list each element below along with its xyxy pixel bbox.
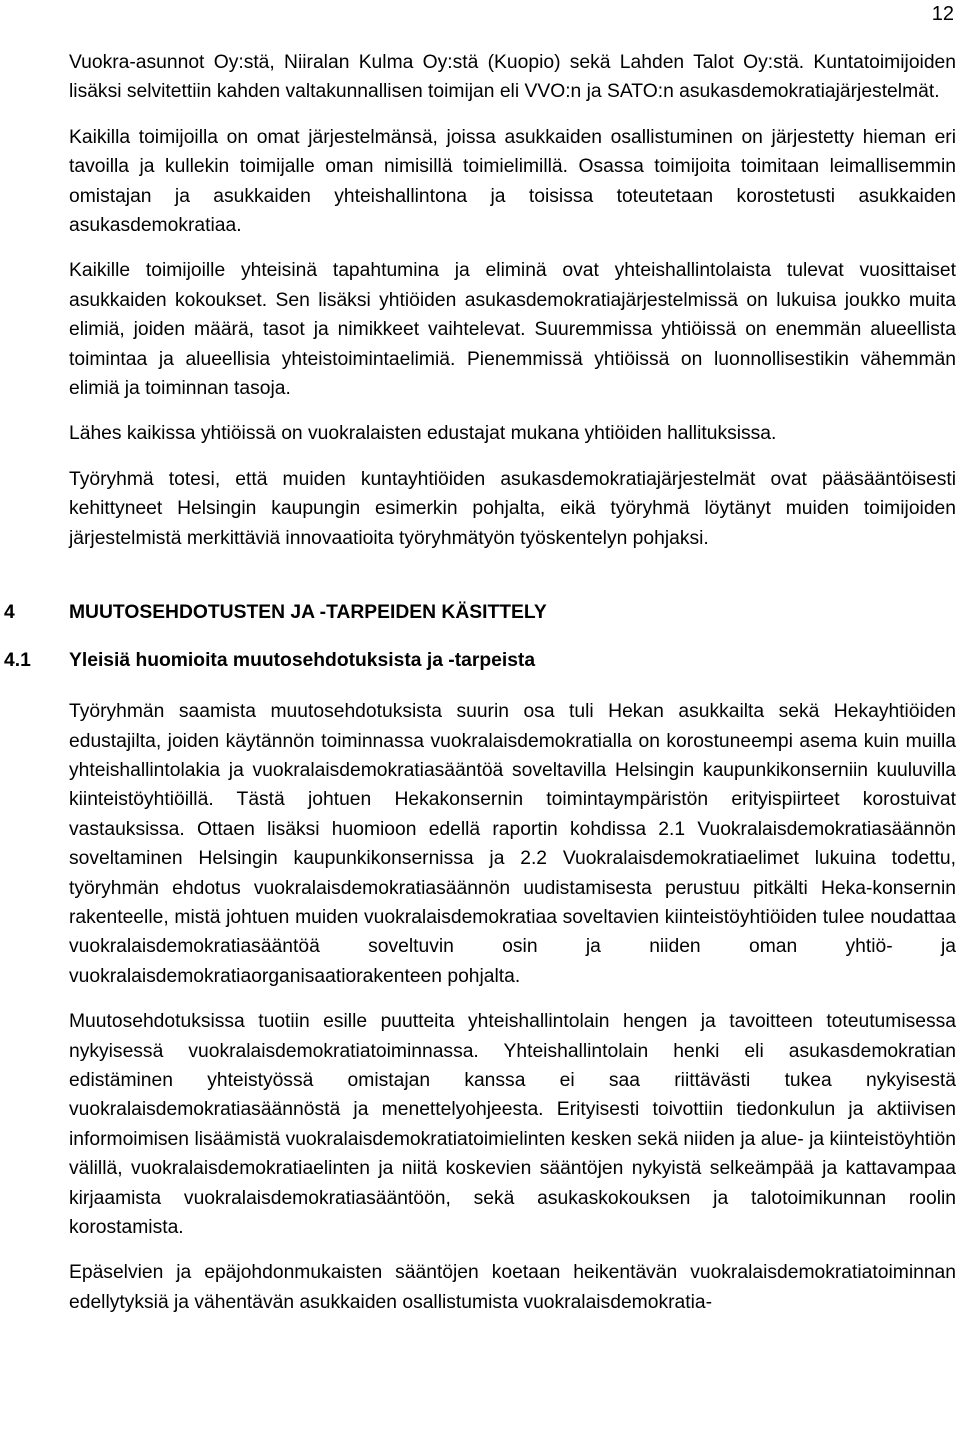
section-title: MUUTOSEHDOTUSTEN JA -TARPEIDEN KÄSITTELY xyxy=(69,602,547,624)
page-number: 12 xyxy=(931,3,954,25)
paragraph: Muutosehdotuksissa tuotiin esille puutteita yhteishallintolain hengen ja tavoitteen toteutumisessa nykyisessä vuokralaisdemokratiatoiminnassa. Yhteishallintolain henki eli asukasdemokratian edistäminen yhteistyössä omistajan kanssa ei saa riittävästi tukea nykyisestä vuokralaisdemokratiasäännöstä ja menettelyohjeesta. Erityisesti toivottiin tiedonkulun ja aktiivisen informoimisen lisäämistä vuokralaisdemokratiatoimielinten kesken sekä niiden ja alue- ja kiinteistöyhtiön välillä, vuokralaisdemokratiaelinten ja niitä koskevien sääntöjen nykyistä selkeämpää ja kattavampaa kirjaamista vuokralaisdemokratiasääntöön, sekä asukaskokouksen ja talotoimikunnan roolin korostamista. xyxy=(69,1011,956,1238)
paragraph: Kaikille toimijoille yhteisinä tapahtumina ja eliminä ovat yhteishallintolaista tulevat vuosittaiset asukkaiden kokoukset. Sen lisäksi yhtiöiden asukasdemokratiajärjestelmissä on lukuisa joukko muita elimiä, joiden määrä, tasot ja nimikkeet vaihtelevat. Suuremmissa yhtiöissä on enemmän alueellista toimintaa ja alueellisia yhteistoimintaelimiä. Pienemmissä yhtiöissä on luonnollisestikin vähemmän elimiä ja toiminnan tasoja. xyxy=(69,260,956,400)
subsection-number: 4.1 xyxy=(4,650,31,672)
section-number: 4 xyxy=(4,602,15,624)
paragraph: Työryhmän saamista muutosehdotuksista suurin osa tuli Hekan asukkailta sekä Hekayhtiöiden edustajilta, joiden käytännön toiminnassa vuokralaisdemokratialla on korostuneempi asema kuin muilla yhteishallintolakia ja vuokralaisdemokratiasääntöä soveltavilla Helsingin kaupunkikonserniin kuuluvilla kiinteistöyhtiöillä. Tästä johtuen Hekakonsernin toimintaympäristön erityispiirteet korostuivat vastauksissa. Ottaen lisäksi huomioon edellä raportin kohdissa 2.1 Vuokralaisdemokratiasäännön soveltaminen Helsingin kaupunkikonsernissa ja 2.2 Vuokralaisdemokratiaelimet lukuina todettu, työryhmän ehdotus vuokralaisdemokratiasäännön uudistamisesta perustuu pitkälti Heka-konsernin rakenteelle, mistä johtuen muiden vuokralaisdemokratiaa soveltavien kiinteistöyhtiöiden tulee noudattaa vuokralaisdemokratiasääntöä soveltuvin osin ja niiden oman yhtiö- ja vuokralaisdemokratiaorganisaatiorakenteen pohjalta. xyxy=(69,701,956,987)
section-heading xyxy=(4,599,956,627)
subsection-title: Yleisiä huomioita muutosehdotuksista ja -tarpeista xyxy=(69,650,536,672)
paragraph: Kaikilla toimijoilla on omat järjestelmänsä, joissa asukkaiden osallistuminen on järjestetty hieman eri tavoilla ja kullekin toimijalle oman nimisillä toimielimillä. Osassa toimijoita toimitaan leimallisemmin omistajan ja asukkaiden yhteishallintona ja toisissa toteutetaan korostetusti asukkaiden asukasdemokratiaa. xyxy=(69,126,956,237)
page-content xyxy=(4,48,956,1317)
paragraph: Vuokra-asunnot Oy:stä, Niiralan Kulma Oy:stä (Kuopio) sekä Lahden Talot Oy:stä. Kuntatoimijoiden lisäksi selvitettiin kahden valtakunnallisen toimijan eli VVO:n ja SATO:n asukasdemokratiajärjestelmät. xyxy=(69,52,956,103)
paragraph: Työryhmä totesi, että muiden kuntayhtiöiden asukasdemokratiajärjestelmät ovat pääsääntöisesti kehittyneet Helsingin kaupungin esimerkin pohjalta, eikä työryhmä löytänyt muiden toimijoiden järjestelmistä merkittäviä innovaatioita työryhmätyön työskentelyn pohjaksi. xyxy=(69,468,956,549)
subsection-heading xyxy=(4,647,956,675)
paragraph-continued: Epäselvien ja epäjohdonmukaisten sääntöjen koetaan heikentävän vuokralaisdemokratiatoiminnan edellytyksiä ja vähentävän asukkaiden osallistumista vuokralaisdemokratia- xyxy=(69,1262,956,1313)
paragraph: Lähes kaikissa yhtiöissä on vuokralaisten edustajat mukana yhtiöiden hallituksissa. xyxy=(69,423,777,445)
